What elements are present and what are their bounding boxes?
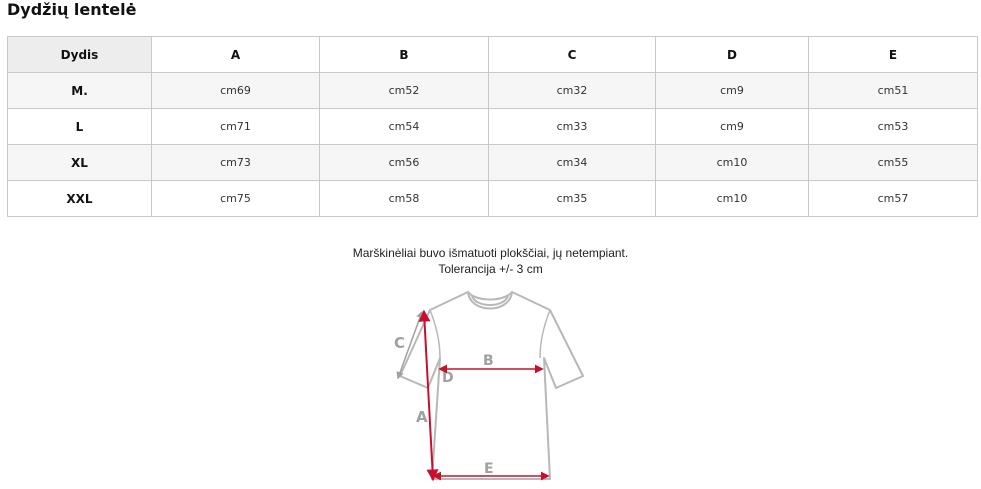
table-row	[8, 181, 978, 217]
tshirt-diagram	[380, 284, 600, 489]
table-cell: cm10	[656, 181, 809, 217]
tolerance-note: Tolerancija +/- 3 cm	[438, 262, 543, 276]
measure-e-label: E	[484, 461, 494, 477]
size-label: M.	[8, 73, 152, 109]
table-cell: cm69	[152, 73, 320, 109]
table-cell: cm73	[152, 145, 320, 181]
table-cell: cm56	[320, 145, 489, 181]
size-table	[7, 36, 978, 217]
measure-d-label: D	[442, 370, 454, 386]
table-cell: cm10	[656, 145, 809, 181]
table-cell: cm9	[656, 109, 809, 145]
table-cell: cm57	[809, 181, 978, 217]
size-label: XL	[8, 145, 152, 181]
table-cell: cm35	[489, 181, 656, 217]
table-cell: cm53	[809, 109, 978, 145]
column-header-size: Dydis	[8, 37, 152, 73]
column-header-a: A	[152, 37, 320, 73]
table-cell: cm9	[656, 73, 809, 109]
table-cell: cm33	[489, 109, 656, 145]
size-label: XXL	[8, 181, 152, 217]
table-cell: cm75	[152, 181, 320, 217]
size-label: L	[8, 109, 152, 145]
column-header-b: B	[320, 37, 489, 73]
table-cell: cm34	[489, 145, 656, 181]
column-header-d: D	[656, 37, 809, 73]
measure-c-label: C	[394, 334, 406, 352]
measure-a-label: A	[416, 408, 428, 426]
table-cell: cm71	[152, 109, 320, 145]
table-cell: cm32	[489, 73, 656, 109]
table-row	[8, 145, 978, 181]
table-cell: cm55	[809, 145, 978, 181]
column-header-e: E	[809, 37, 978, 73]
table-header-row	[8, 37, 978, 73]
table-row	[8, 73, 978, 109]
table-cell: cm51	[809, 73, 978, 109]
table-row	[8, 109, 978, 145]
measure-b-label: B	[483, 353, 494, 369]
table-cell: cm58	[320, 181, 489, 217]
table-cell: cm52	[320, 73, 489, 109]
page-title: Dydžių lentelė	[7, 0, 137, 19]
table-cell: cm54	[320, 109, 489, 145]
column-header-c: C	[489, 37, 656, 73]
measurement-note: Marškinėliai buvo išmatuoti plokščiai, jų netempiant.	[352, 246, 629, 260]
